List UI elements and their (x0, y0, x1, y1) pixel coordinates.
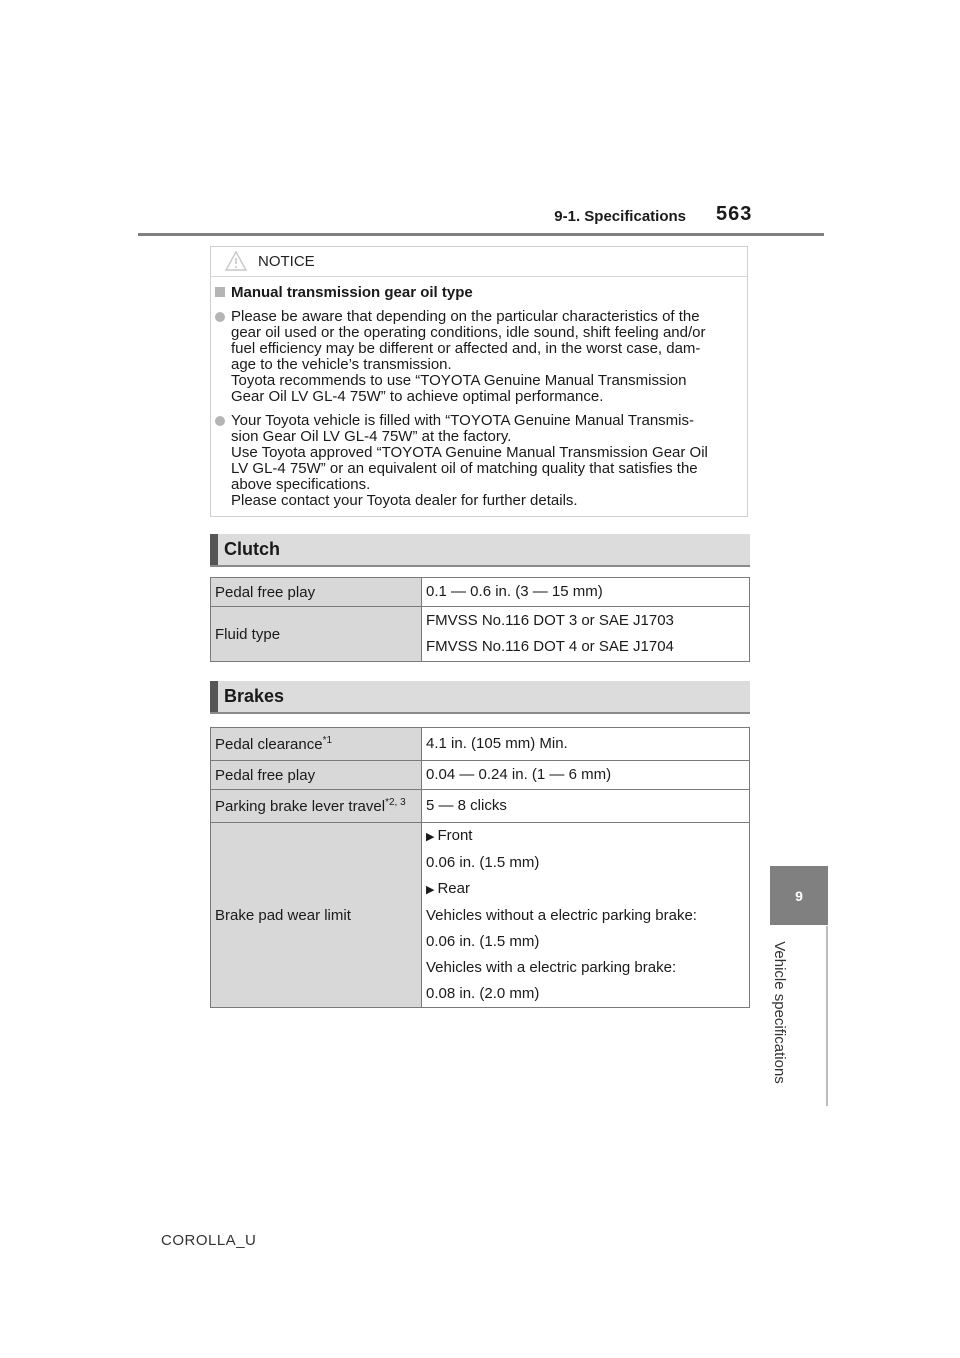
spec-value-line (426, 876, 745, 903)
section-title: 9-1. Specifications (554, 208, 686, 225)
footer-code: COROLLA_U (161, 1232, 257, 1249)
circle-bullet-icon (215, 312, 225, 322)
clutch-table (210, 577, 750, 662)
triangle-bullet-icon: ▶ (426, 884, 435, 896)
table-row (211, 607, 750, 662)
spec-value-line: 0.06 in. (1.5 mm) (426, 854, 540, 871)
side-divider (826, 926, 828, 1106)
heading-bar (210, 534, 218, 565)
spec-value-line: 4.1 in. (105 mm) Min. (426, 735, 568, 752)
brakes-heading-text: Brakes (224, 686, 285, 706)
spec-value-line: 0.08 in. (2.0 mm) (426, 985, 540, 1002)
spec-key: Brake pad wear limit (211, 823, 422, 1008)
spec-value-line: Vehicles without a electric parking brake: (426, 907, 697, 924)
spec-value-line: 0.04 — 0.24 in. (1 — 6 mm) (426, 766, 612, 783)
bullet-line: Gear Oil LV GL-4 75W” to achieve optimal performance. (231, 388, 604, 405)
chapter-tab[interactable] (770, 866, 828, 925)
bullet-line: Please be aware that depending on the particular characteristics of the (231, 308, 700, 325)
table-row (211, 761, 750, 790)
bullet-text (231, 309, 705, 405)
brakes-heading (210, 681, 750, 714)
header-divider (138, 233, 824, 236)
spec-value (422, 578, 750, 607)
bullet-line: Please contact your Toyota dealer for further details. (231, 492, 578, 509)
notice-subheading-text: Manual transmission gear oil type (231, 284, 473, 301)
page-number: 563 (716, 203, 753, 225)
bullet-line: age to the vehicle’s transmission. (231, 356, 452, 373)
notice-bullet (215, 413, 737, 509)
bullet-line: gear oil used or the operating conditions, idle sound, shift feeling and/or (231, 324, 706, 341)
table-row (211, 578, 750, 607)
spec-value-line: 5 — 8 clicks (426, 797, 507, 814)
spec-value (422, 728, 750, 761)
spec-value-line (426, 823, 745, 850)
brakes-table (210, 727, 750, 1008)
spec-value-line: 0.06 in. (1.5 mm) (426, 933, 540, 950)
chapter-label (764, 930, 794, 1094)
spec-value (422, 823, 750, 1008)
warning-triangle-icon (225, 251, 247, 276)
bullet-line: Toyota recommends to use “TOYOTA Genuine Manual Transmission (231, 372, 687, 389)
bullet-line: fuel efficiency may be different or affected and, in the worst case, dam- (231, 340, 701, 357)
footnote-ref: *1 (322, 735, 333, 746)
notice-body (211, 277, 747, 509)
spec-value-line: 0.1 — 0.6 in. (3 — 15 mm) (426, 583, 603, 600)
heading-bar (210, 681, 218, 712)
circle-bullet-icon (215, 416, 225, 426)
spec-key: Pedal free play (211, 761, 422, 790)
table-row (211, 728, 750, 761)
bullet-line: Your Toyota vehicle is filled with “TOYOTA Genuine Manual Transmis- (231, 412, 694, 429)
clutch-heading (210, 534, 750, 567)
bullet-text (231, 413, 708, 509)
spec-key: Fluid type (211, 607, 422, 662)
triangle-bullet-icon: ▶ (426, 831, 435, 843)
subhead-rear: Rear (437, 880, 470, 897)
bullet-line: LV GL-4 75W” or an equivalent oil of matching quality that satisfies the (231, 460, 698, 477)
notice-box (210, 246, 748, 517)
notice-bullet (215, 309, 737, 405)
chapter-title: Vehicle specifications (770, 940, 788, 1084)
spec-key-text: Parking brake lever travel (215, 798, 386, 815)
spec-key (211, 728, 422, 761)
table-row (211, 790, 750, 823)
spec-value-line: FMVSS No.116 DOT 3 or SAE J1703 (426, 612, 674, 629)
clutch-heading-text: Clutch (224, 539, 280, 559)
notice-title: NOTICE (258, 253, 315, 270)
bullet-line: above specifications. (231, 476, 371, 493)
spec-value (422, 761, 750, 790)
spec-value (422, 607, 750, 662)
square-bullet-icon (215, 287, 225, 297)
bullet-line: sion Gear Oil LV GL-4 75W” at the factory. (231, 428, 512, 445)
spec-value-line: FMVSS No.116 DOT 4 or SAE J1704 (426, 638, 674, 655)
spec-key (211, 790, 422, 823)
bullet-line: Use Toyota approved “TOYOTA Genuine Manual Transmission Gear Oil (231, 444, 708, 461)
chapter-number: 9 (795, 887, 803, 904)
spec-key: Pedal free play (211, 578, 422, 607)
spec-key-text: Pedal clearance (215, 736, 323, 753)
spec-value (422, 790, 750, 823)
notice-subheading (215, 284, 737, 301)
spec-value-line: Vehicles with a electric parking brake: (426, 959, 677, 976)
subhead-front: Front (437, 827, 473, 844)
footnote-ref: *2, 3 (385, 797, 406, 808)
notice-header (211, 247, 747, 277)
table-row (211, 823, 750, 1008)
